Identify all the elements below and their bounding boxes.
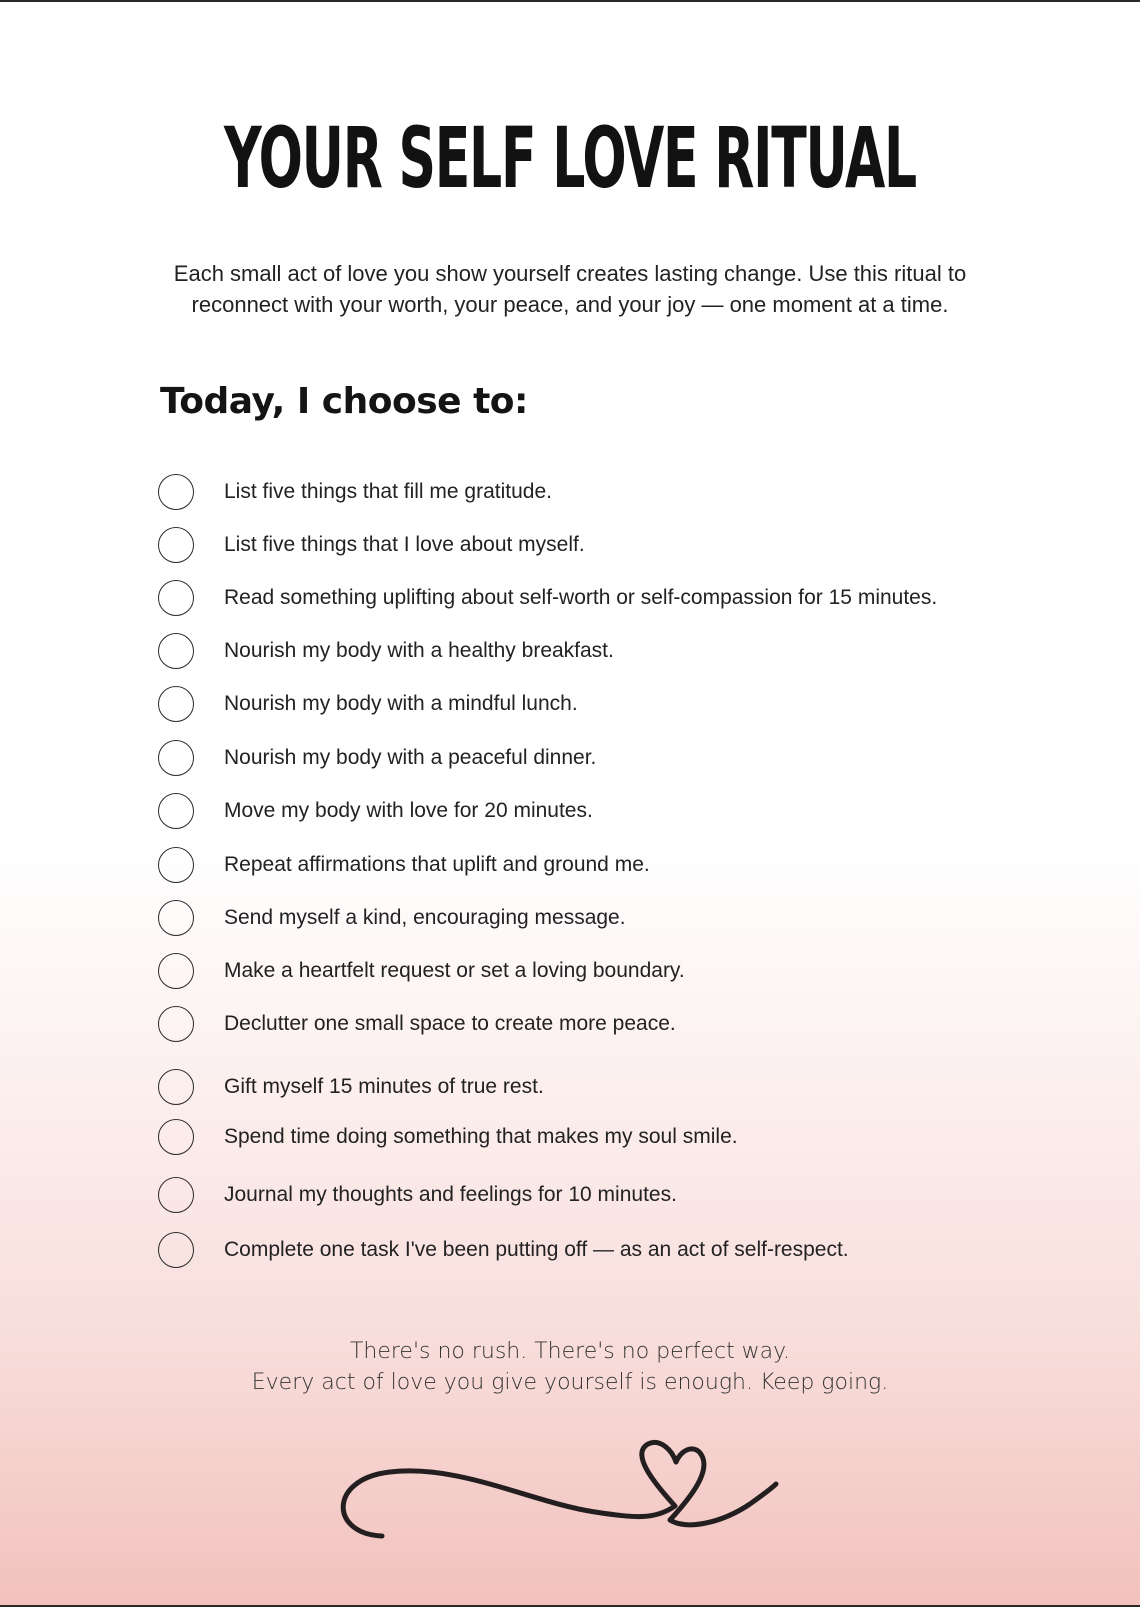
checklist-item-label: Repeat affirmations that uplift and ground me.: [224, 853, 650, 876]
checklist-item-label: Send myself a kind, encouraging message.: [224, 906, 626, 929]
closing-message: [0, 1336, 1140, 1398]
circle-checkbox-icon[interactable]: [158, 686, 194, 722]
checklist-item[interactable]: [158, 1067, 544, 1107]
checklist-item[interactable]: [158, 1117, 738, 1157]
circle-checkbox-icon[interactable]: [158, 1232, 194, 1268]
checklist-item-label: Declutter one small space to create more peace.: [224, 1012, 676, 1035]
checklist-item[interactable]: [158, 845, 650, 885]
checklist-item-label: Nourish my body with a healthy breakfast.: [224, 639, 614, 662]
circle-checkbox-icon[interactable]: [158, 740, 194, 776]
checklist-item[interactable]: [158, 951, 685, 991]
circle-checkbox-icon[interactable]: [158, 1069, 194, 1105]
circle-checkbox-icon[interactable]: [158, 1119, 194, 1155]
checklist-item[interactable]: [158, 684, 578, 724]
checklist-item-label: Spend time doing something that makes my soul smile.: [224, 1125, 738, 1148]
checklist-item-label: Complete one task I've been putting off — as an act of self-respect.: [224, 1238, 849, 1261]
heart-swirl-icon: [330, 1434, 810, 1554]
circle-checkbox-icon[interactable]: [158, 1177, 194, 1213]
circle-checkbox-icon[interactable]: [158, 580, 194, 616]
circle-checkbox-icon[interactable]: [158, 900, 194, 936]
checklist-item-label: Read something uplifting about self-worth or self-compassion for 15 minutes.: [224, 586, 938, 609]
closing-line-2: Every act of love you give yourself is enough. Keep going.: [251, 1370, 889, 1395]
checklist-item-label: Nourish my body with a mindful lunch.: [224, 692, 578, 715]
intro-line-1: Each small act of love you show yourself creates lasting change. Use this ritual to: [173, 261, 967, 286]
circle-checkbox-icon[interactable]: [158, 474, 194, 510]
circle-checkbox-icon[interactable]: [158, 633, 194, 669]
checklist-item-label: List five things that fill me gratitude.: [224, 480, 552, 503]
checklist-item[interactable]: [158, 1230, 849, 1270]
checklist-item[interactable]: [158, 631, 614, 671]
checklist-item[interactable]: [158, 898, 626, 938]
intro-text: [100, 258, 1040, 320]
checklist-item[interactable]: [158, 472, 552, 512]
checklist-item[interactable]: [158, 1004, 676, 1044]
checklist-item-label: Make a heartfelt request or set a loving boundary.: [224, 959, 685, 982]
circle-checkbox-icon[interactable]: [158, 1006, 194, 1042]
checklist-item-label: List five things that I love about myself.: [224, 533, 585, 556]
closing-line-1: There's no rush. There's no perfect way.: [349, 1339, 791, 1364]
checklist-heading: Today, I choose to:: [160, 381, 528, 422]
checklist-item-label: Nourish my body with a peaceful dinner.: [224, 746, 597, 769]
checklist-item[interactable]: [158, 738, 596, 778]
circle-checkbox-icon[interactable]: [158, 953, 194, 989]
checklist-item[interactable]: [158, 578, 937, 618]
checklist-item[interactable]: [158, 525, 585, 565]
page-title: YOUR SELF LOVE RITUAL: [224, 109, 916, 207]
circle-checkbox-icon[interactable]: [158, 847, 194, 883]
checklist-item-label: Gift myself 15 minutes of true rest.: [224, 1075, 544, 1098]
checklist-item[interactable]: [158, 791, 593, 831]
circle-checkbox-icon[interactable]: [158, 527, 194, 563]
checklist-item-label: Journal my thoughts and feelings for 10 minutes.: [224, 1183, 677, 1206]
intro-line-2: reconnect with your worth, your peace, and your joy — one moment at a time.: [191, 292, 949, 317]
checklist-item-label: Move my body with love for 20 minutes.: [224, 799, 593, 822]
checklist-item[interactable]: [158, 1175, 677, 1215]
circle-checkbox-icon[interactable]: [158, 793, 194, 829]
